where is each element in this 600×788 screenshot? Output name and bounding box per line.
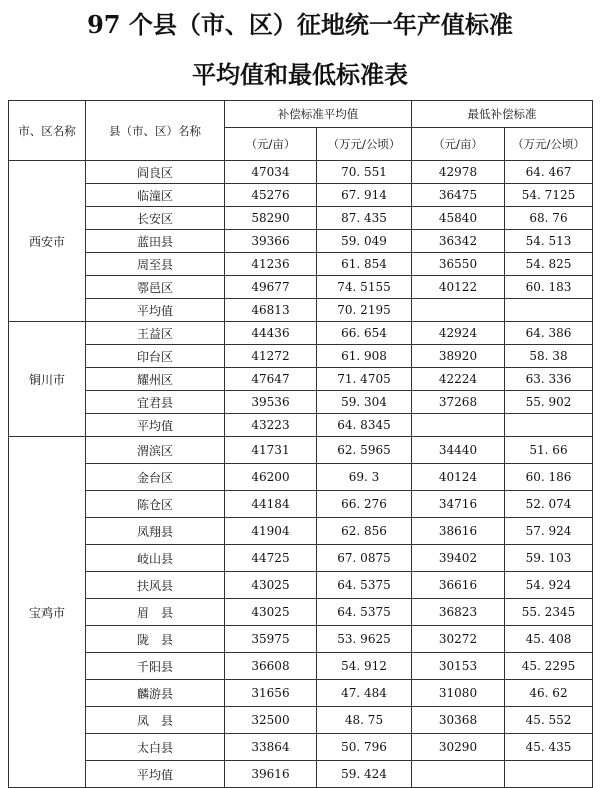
- min-per-hectare-cell: 57. 924: [505, 518, 593, 545]
- county-cell: 平均值: [86, 299, 225, 322]
- table-row: [9, 299, 593, 322]
- min-per-hectare-cell: 58. 38: [505, 345, 593, 368]
- document-title-line-2: 平均值和最低标准表: [192, 60, 408, 89]
- avg-per-mu-cell: 43025: [225, 572, 317, 599]
- min-per-mu-cell: 42224: [412, 368, 505, 391]
- avg-per-mu-cell: 33864: [225, 734, 317, 761]
- table-row: [9, 707, 593, 734]
- city-name-cell: 宝鸡市: [9, 437, 86, 788]
- county-cell: 印台区: [86, 345, 225, 368]
- avg-per-hectare-cell: 66. 276: [317, 491, 412, 518]
- table-row: [9, 464, 593, 491]
- min-per-mu-cell: 45840: [412, 207, 505, 230]
- table-row: [9, 626, 593, 653]
- avg-per-mu-cell: 39536: [225, 391, 317, 414]
- county-cell: 眉 县: [86, 599, 225, 626]
- avg-per-mu-cell: 58290: [225, 207, 317, 230]
- table-row: [9, 518, 593, 545]
- county-cell: 岐山县: [86, 545, 225, 572]
- county-cell: 鄠邑区: [86, 276, 225, 299]
- min-per-mu-cell: 38616: [412, 518, 505, 545]
- min-per-mu-cell: 37268: [412, 391, 505, 414]
- avg-per-hectare-cell: 61. 854: [317, 253, 412, 276]
- avg-per-mu-cell: 47034: [225, 161, 317, 184]
- table-row: [9, 599, 593, 626]
- min-per-hectare-cell: 60. 183: [505, 276, 593, 299]
- header-avg-group: 补偿标准平均值: [225, 101, 412, 128]
- min-per-hectare-cell: 59. 103: [505, 545, 593, 572]
- avg-per-hectare-cell: 59. 424: [317, 761, 412, 788]
- min-per-hectare-cell: 55. 2345: [505, 599, 593, 626]
- avg-per-hectare-cell: 62. 5965: [317, 437, 412, 464]
- avg-per-mu-cell: 43025: [225, 599, 317, 626]
- county-cell: 太白县: [86, 734, 225, 761]
- table-row: [9, 184, 593, 207]
- avg-per-hectare-cell: 70. 2195: [317, 299, 412, 322]
- avg-per-hectare-cell: 59. 049: [317, 230, 412, 253]
- county-cell: 平均值: [86, 414, 225, 437]
- header-avg-unit-mu: （元/亩）: [225, 128, 317, 161]
- table-row: [9, 276, 593, 299]
- min-per-mu-cell: 38920: [412, 345, 505, 368]
- table-row: [9, 391, 593, 414]
- avg-per-mu-cell: 35975: [225, 626, 317, 653]
- table-row: [9, 653, 593, 680]
- avg-per-hectare-cell: 71. 4705: [317, 368, 412, 391]
- county-cell: 王益区: [86, 322, 225, 345]
- min-per-hectare-cell: 54. 924: [505, 572, 593, 599]
- min-per-mu-cell: 36616: [412, 572, 505, 599]
- min-per-mu-cell: 42978: [412, 161, 505, 184]
- avg-per-hectare-cell: 70. 551: [317, 161, 412, 184]
- avg-per-mu-cell: 39616: [225, 761, 317, 788]
- min-per-hectare-cell: 46. 62: [505, 680, 593, 707]
- header-min-unit-mu: （元/亩）: [412, 128, 505, 161]
- min-per-mu-cell: 39402: [412, 545, 505, 572]
- county-cell: 长安区: [86, 207, 225, 230]
- avg-per-hectare-cell: 67. 0875: [317, 545, 412, 572]
- avg-per-hectare-cell: 53. 9625: [317, 626, 412, 653]
- avg-per-hectare-cell: 67. 914: [317, 184, 412, 207]
- min-per-mu-cell: 31080: [412, 680, 505, 707]
- avg-per-hectare-cell: 62. 856: [317, 518, 412, 545]
- land-value-table: [8, 100, 593, 788]
- min-per-mu-cell: 30153: [412, 653, 505, 680]
- table-row: [9, 253, 593, 276]
- document-title-line-1: 97 个县（市、区）征地统一年产值标准: [87, 10, 513, 39]
- min-per-mu-cell: 40122: [412, 276, 505, 299]
- avg-per-mu-cell: 43223: [225, 414, 317, 437]
- avg-per-mu-cell: 44725: [225, 545, 317, 572]
- avg-per-hectare-cell: 48. 75: [317, 707, 412, 734]
- county-cell: 阎良区: [86, 161, 225, 184]
- avg-per-hectare-cell: 66. 654: [317, 322, 412, 345]
- avg-per-mu-cell: 41904: [225, 518, 317, 545]
- min-per-hectare-cell: 45. 552: [505, 707, 593, 734]
- min-per-hectare-cell: 60. 186: [505, 464, 593, 491]
- avg-per-hectare-cell: 64. 8345: [317, 414, 412, 437]
- table-row: [9, 230, 593, 253]
- avg-per-mu-cell: 44436: [225, 322, 317, 345]
- avg-per-mu-cell: 41731: [225, 437, 317, 464]
- city-name-cell: 西安市: [9, 161, 86, 322]
- min-per-mu-cell: 40124: [412, 464, 505, 491]
- county-cell: 麟游县: [86, 680, 225, 707]
- min-per-hectare-cell: [505, 414, 593, 437]
- min-per-hectare-cell: 68. 76: [505, 207, 593, 230]
- avg-per-mu-cell: 41236: [225, 253, 317, 276]
- county-cell: 扶风县: [86, 572, 225, 599]
- county-cell: 临潼区: [86, 184, 225, 207]
- min-per-mu-cell: [412, 414, 505, 437]
- avg-per-mu-cell: 46813: [225, 299, 317, 322]
- min-per-mu-cell: 36475: [412, 184, 505, 207]
- min-per-hectare-cell: [505, 299, 593, 322]
- header-avg-unit-ha: （万元/公顷）: [317, 128, 412, 161]
- min-per-mu-cell: 30272: [412, 626, 505, 653]
- county-cell: 蓝田县: [86, 230, 225, 253]
- county-cell: 凤翔县: [86, 518, 225, 545]
- avg-per-mu-cell: 39366: [225, 230, 317, 253]
- min-per-hectare-cell: 45. 435: [505, 734, 593, 761]
- avg-per-hectare-cell: 87. 435: [317, 207, 412, 230]
- table-row: [9, 161, 593, 184]
- table-row: [9, 680, 593, 707]
- table-row: [9, 491, 593, 518]
- county-cell: 渭滨区: [86, 437, 225, 464]
- table-row: [9, 414, 593, 437]
- min-per-mu-cell: 42924: [412, 322, 505, 345]
- table-row: [9, 368, 593, 391]
- avg-per-mu-cell: 32500: [225, 707, 317, 734]
- min-per-hectare-cell: 45. 408: [505, 626, 593, 653]
- county-cell: 耀州区: [86, 368, 225, 391]
- avg-per-hectare-cell: 74. 5155: [317, 276, 412, 299]
- min-per-mu-cell: 36342: [412, 230, 505, 253]
- min-per-hectare-cell: 51. 66: [505, 437, 593, 464]
- min-per-hectare-cell: [505, 761, 593, 788]
- avg-per-hectare-cell: 59. 304: [317, 391, 412, 414]
- min-per-mu-cell: [412, 761, 505, 788]
- min-per-hectare-cell: 54. 513: [505, 230, 593, 253]
- avg-per-mu-cell: 46200: [225, 464, 317, 491]
- header-min-unit-ha: （万元/公顷）: [505, 128, 593, 161]
- table-row: [9, 572, 593, 599]
- avg-per-mu-cell: 31656: [225, 680, 317, 707]
- county-cell: 陈仓区: [86, 491, 225, 518]
- county-cell: 千阳县: [86, 653, 225, 680]
- min-per-hectare-cell: 54. 7125: [505, 184, 593, 207]
- min-per-hectare-cell: 64. 386: [505, 322, 593, 345]
- avg-per-hectare-cell: 61. 908: [317, 345, 412, 368]
- min-per-hectare-cell: 45. 2295: [505, 653, 593, 680]
- min-per-mu-cell: 34440: [412, 437, 505, 464]
- county-cell: 平均值: [86, 761, 225, 788]
- avg-per-hectare-cell: 47. 484: [317, 680, 412, 707]
- avg-per-hectare-cell: 54. 912: [317, 653, 412, 680]
- min-per-mu-cell: 34716: [412, 491, 505, 518]
- avg-per-hectare-cell: 64. 5375: [317, 572, 412, 599]
- county-cell: 宜君县: [86, 391, 225, 414]
- avg-per-mu-cell: 44184: [225, 491, 317, 518]
- min-per-hectare-cell: 63. 336: [505, 368, 593, 391]
- city-name-cell: 铜川市: [9, 322, 86, 437]
- table-body: [9, 161, 593, 788]
- min-per-mu-cell: [412, 299, 505, 322]
- table-row: [9, 545, 593, 572]
- table-row: [9, 761, 593, 788]
- avg-per-hectare-cell: 64. 5375: [317, 599, 412, 626]
- min-per-hectare-cell: 55. 902: [505, 391, 593, 414]
- avg-per-mu-cell: 45276: [225, 184, 317, 207]
- avg-per-mu-cell: 36608: [225, 653, 317, 680]
- table-row: [9, 437, 593, 464]
- avg-per-mu-cell: 47647: [225, 368, 317, 391]
- table-row: [9, 734, 593, 761]
- avg-per-mu-cell: 41272: [225, 345, 317, 368]
- min-per-mu-cell: 30290: [412, 734, 505, 761]
- avg-per-hectare-cell: 50. 796: [317, 734, 412, 761]
- avg-per-hectare-cell: 69. 3: [317, 464, 412, 491]
- min-per-hectare-cell: 52. 074: [505, 491, 593, 518]
- county-cell: 陇 县: [86, 626, 225, 653]
- table-row: [9, 322, 593, 345]
- min-per-mu-cell: 36823: [412, 599, 505, 626]
- header-min-group: 最低补偿标准: [412, 101, 593, 128]
- county-cell: 周至县: [86, 253, 225, 276]
- header-county: 县（市、区）名称: [86, 101, 225, 161]
- table-row: [9, 207, 593, 230]
- county-cell: 金台区: [86, 464, 225, 491]
- min-per-mu-cell: 36550: [412, 253, 505, 276]
- table-row: [9, 345, 593, 368]
- header-city: 市、区名称: [9, 101, 86, 161]
- avg-per-mu-cell: 49677: [225, 276, 317, 299]
- min-per-hectare-cell: 54. 825: [505, 253, 593, 276]
- min-per-mu-cell: 30368: [412, 707, 505, 734]
- county-cell: 凤 县: [86, 707, 225, 734]
- min-per-hectare-cell: 64. 467: [505, 161, 593, 184]
